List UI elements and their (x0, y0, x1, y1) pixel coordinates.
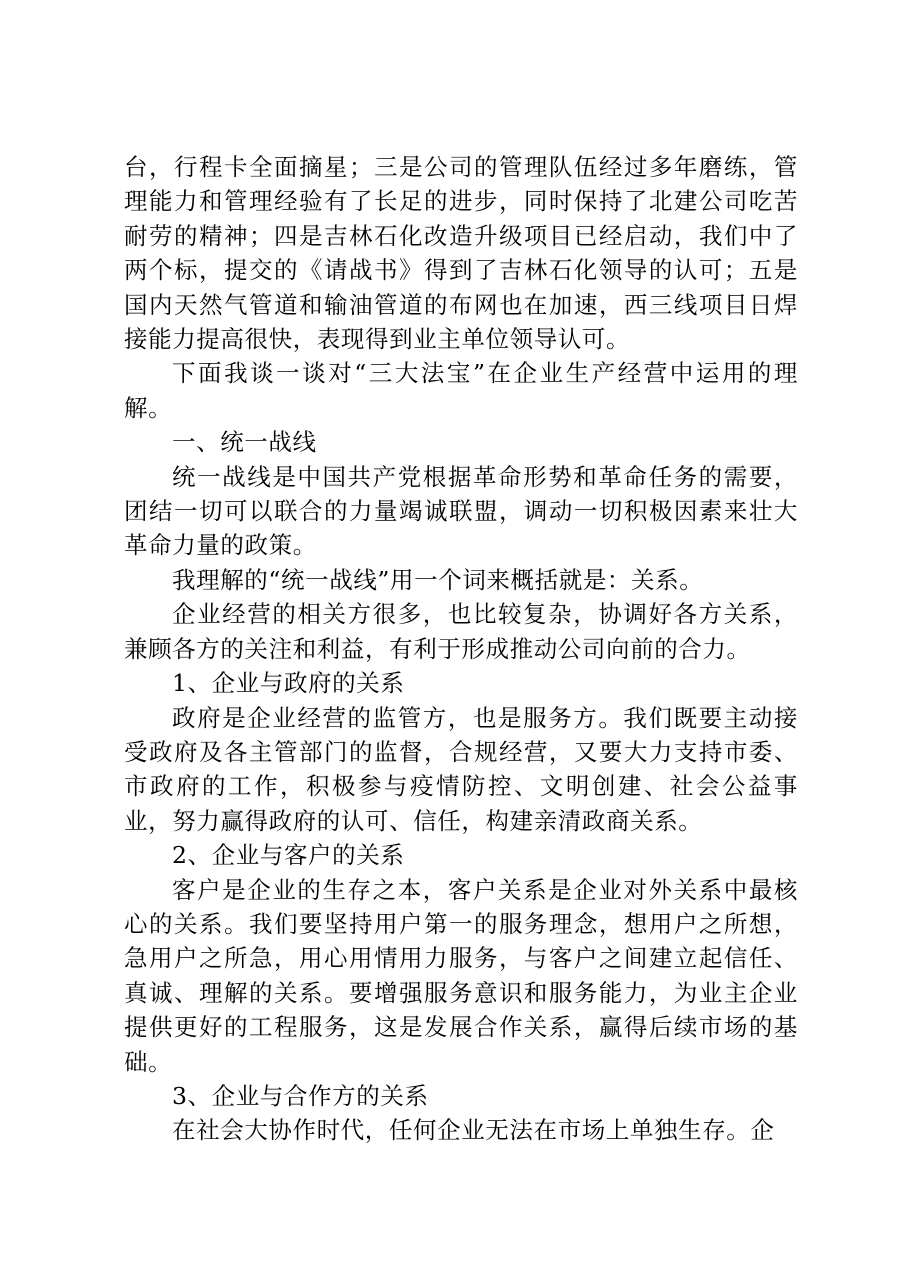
paragraph-partner-relations: 在社会大协作时代，任何企业无法在市场上单独生存。企 (172, 1116, 775, 1145)
subheading-government-relations: 1、企业与政府的关系 (172, 669, 405, 698)
paragraph-stakeholders: 企业经营的相关方很多，也比较复杂，协调好各方关系，兼顾各方的关注和利益，有利于形成推动公司向前的合力。 (124, 600, 798, 663)
paragraph-continuation: 台，行程卡全面摘星；三是公司的管理队伍经过多年磨练，管理能力和管理经验有了长足的进步，同时保持了北建公司吃苦耐劳的精神；四是吉林石化改造升级项目已经启动，我们中了两个标，提交的《请战书》得到了吉林石化领导的认可；五是国内天然气管道和输油管道的布网也在加速，西三线项目日焊接能力提高很快，表现得到业主单位领导认可。 (124, 153, 798, 354)
paragraph-united-front-definition: 统一战线是中国共产党根据革命形势和革命任务的需要，团结一切可以联合的力量竭诚联盟，调动一切积极因素来壮大革命力量的政策。 (124, 462, 798, 560)
paragraph-united-front-summary: 我理解的“统一战线”用一个词来概括就是：关系。 (172, 565, 704, 594)
paragraph-intro: 下面我谈一谈对“三大法宝”在企业生产经营中运用的理解。 (124, 359, 798, 422)
paragraph-government-relations: 政府是企业经营的监管方，也是服务方。我们既要主动接受政府及各主管部门的监督，合规经营，又要大力支持市委、市政府的工作，积极参与疫情防控、文明创建、社会公益事业，努力赢得政府的认可、信任，构建亲清政商关系。 (124, 703, 798, 835)
paragraph-customer-relations: 客户是企业的生存之本，客户关系是企业对外关系中最核心的关系。我们要坚持用户第一的服务理念，想用户之所想，急用户之所急，用心用情用力服务，与客户之间建立起信任、真诚、理解的关系。要增强服务意识和服务能力，为业主企业提供更好的工程服务，这是发展合作关系，赢得后续市场的基础。 (124, 875, 798, 1076)
section-heading-united-front: 一、统一战线 (172, 428, 317, 457)
subheading-customer-relations: 2、企业与客户的关系 (172, 841, 405, 870)
subheading-partner-relations: 3、企业与合作方的关系 (172, 1081, 429, 1110)
document-page (124, 150, 798, 1148)
